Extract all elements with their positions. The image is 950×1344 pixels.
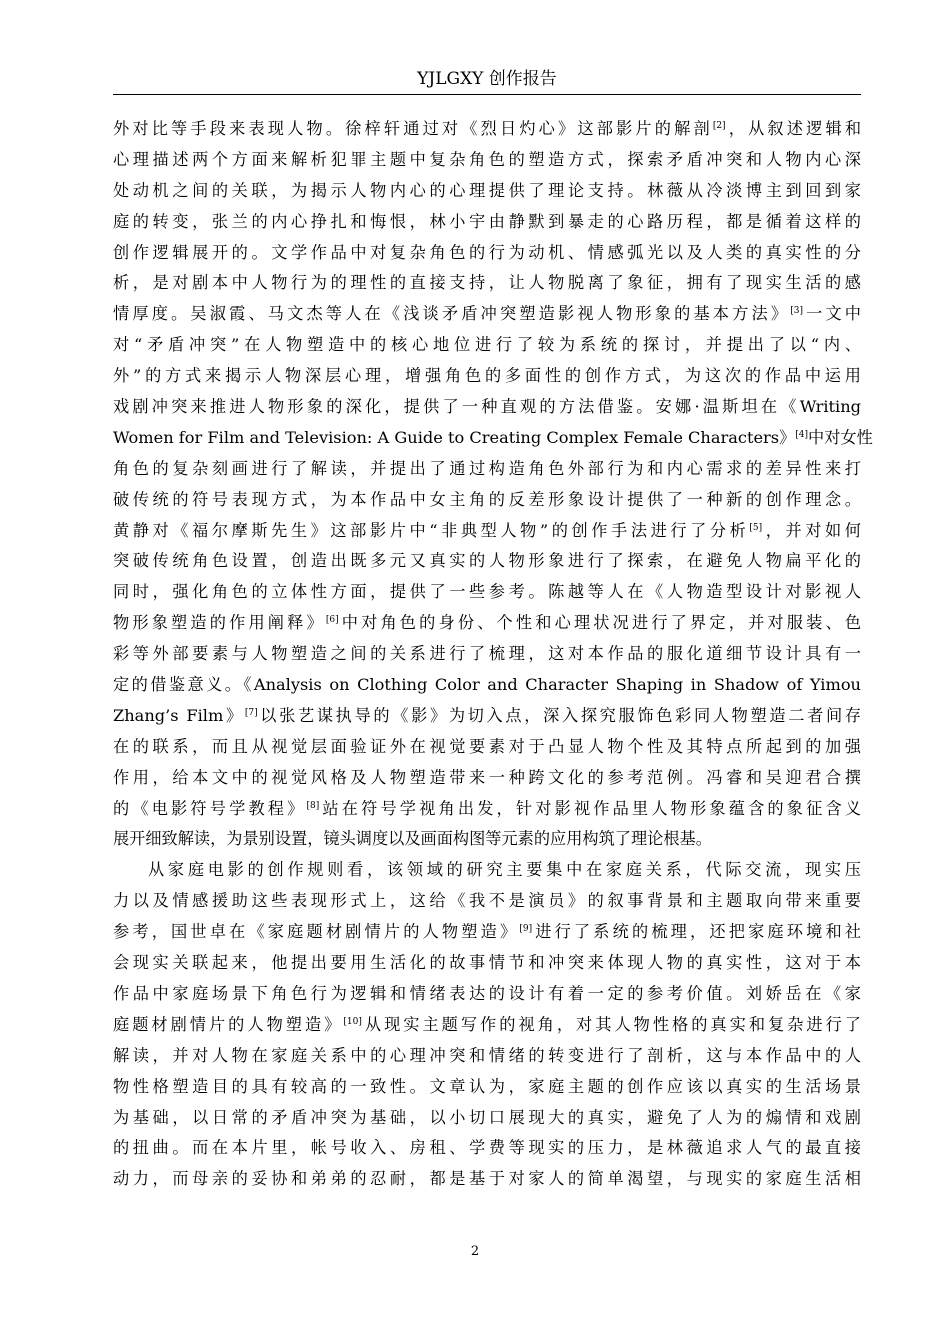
text-line [113,1010,861,1041]
text-segment: ，并对如何 [762,520,861,540]
text-line [113,1041,861,1072]
text-line [113,577,861,608]
text-line [113,732,861,763]
text-line [113,1133,861,1164]
citation-marker: [10] [343,1016,362,1027]
text-line [113,485,861,516]
text-segment: 的《电影符号学教程》 [113,798,307,818]
text-line [113,207,861,238]
citation-marker: [7] [244,707,258,718]
text-line [113,917,861,948]
page-header-title: YJLGXY 创作报告 [417,69,557,89]
citation-marker: [2] [712,121,726,131]
text-segment: 处动机之间的关联，为揭示人物内心的心理提供了理论支持。林薇从冷淡博主到回到家 [113,180,861,200]
text-segment: Women for Film and Television: A Guide to Creating Complex Female Characters》 [113,427,796,447]
text-line [113,763,861,794]
text-segment: 心理描述两个方面来解析犯罪主题中复杂角色的塑造方式，探索矛盾冲突和人物内心深 [113,149,861,169]
text-segment: 物性格塑造目的具有较高的一致性。文章认为，家庭主题的创作应该以真实的生活场景 [113,1076,861,1096]
text-line [113,608,861,639]
text-line [113,392,861,423]
text-line [113,114,861,145]
text-segment: 进行了系统的梳理，还把家庭环境和社 [532,922,862,942]
citation-marker: [3] [790,306,803,317]
text-line [113,701,861,732]
text-segment: 物形象塑造的作用阐释》 [113,613,326,633]
text-segment: 庭题材剧情片的人物塑造》 [113,1014,344,1034]
text-segment: 同时，强化角色的立体性方面，提供了一些参考。陈越等人在《人物造型设计对影视人 [113,582,861,602]
text-segment: 情厚度。吴淑霞、马文杰等人在《浅谈矛盾冲突塑造影视人物形象的基本方法》 [113,304,791,324]
text-segment: 析，是对剧本中人物行为的理性的直接支持，让人物脱离了象征，拥有了现实生活的感 [113,273,861,293]
text-line [113,948,861,979]
text-segment: 在的联系，而且从视觉层面验证外在视觉要素对于凸显人物个性及其特点所起到的加强 [113,736,861,756]
text-line [113,361,861,392]
citation-marker: [4] [795,429,809,440]
citation-marker: [9] [519,924,533,935]
text-segment: 站在符号学视角出发，针对影视作品里人物形象蕴含的象征含义 [319,798,862,818]
text-line [113,546,861,577]
text-line [113,1072,861,1103]
citation-marker: [5] [749,522,763,533]
header-divider [113,94,861,95]
citation-marker: [8] [306,800,320,811]
text-line [113,855,861,886]
text-segment: 创作逻辑展开的。文学作品中对复杂角色的行为动机、情感弧光以及人类的真实性的分 [113,242,861,262]
text-line [113,299,861,330]
text-line [113,794,861,825]
text-line [113,670,861,701]
text-segment: 突破传统角色设置，创造出既多元又真实的人物形象进行了探索，在避免人物扁平化的 [113,551,861,571]
text-segment: 角色的复杂刻画进行了解读，并提出了通过构造角色外部行为和内心需求的差异性来打 [113,458,861,478]
text-line [113,639,861,670]
text-segment: 黄静对《福尔摩斯先生》这部影片中“非典型人物”的创作手法进行了分析 [113,520,750,540]
text-line [113,824,861,855]
text-segment: 从家庭电影的创作规则看，该领域的研究主要集中在家庭关系，代际交流，现实压 [148,860,861,880]
text-segment: ，从叙述逻辑和 [725,119,862,138]
text-line [113,886,861,917]
text-segment: 破传统的符号表现方式，为本作品中女主角的反差形象设计提供了一种新的创作理念。 [113,489,861,509]
text-line [113,423,873,454]
text-line [113,268,861,299]
text-segment: 作品中家庭场景下角色行为逻辑和情绪表达的设计有着一定的参考价值。刘娇岳在《家 [113,983,861,1003]
text-segment: 解读，并对人物在家庭关系中的心理冲突和情绪的转变进行了剖析，这与本作品中的人 [113,1045,861,1065]
text-line [113,979,861,1010]
text-segment: 参考，国世卓在《家庭题材剧情片的人物塑造》 [113,922,520,942]
text-segment: 会现实关联起来，他提出要用生活化的故事情节和冲突来体现人物的真实性，这对于本 [113,953,861,973]
text-segment: 动力，而母亲的妥协和弟弟的忍耐，都是基于对家人的简单渴望，与现实的家庭生活相 [113,1169,861,1189]
text-segment: 戏剧冲突来推进人物形象的深化，提供了一种直观的方法借鉴。安娜·温斯坦在《Writing [113,397,861,417]
text-segment: 作用，给本文中的视觉风格及人物塑造带来一种跨文化的参考范例。冯睿和吴迎君合撰 [113,767,861,787]
text-segment: 以张艺谋执导的《影》为切入点，深入探究服饰色彩同人物塑造二者间存 [257,705,861,725]
text-segment: 彩等外部要素与人物塑造之间的关系进行了梳理，这对本作品的服化道细节设计具有一 [113,644,861,664]
text-segment: 定的借鉴意义。《Analysis on Clothing Color and Character Shaping in Shadow of Yimou [113,675,861,695]
text-line [113,145,861,176]
text-segment: 外”的方式来揭示人物深层心理，增强角色的多面性的创作方式，为这次的作品中运用 [113,366,861,386]
text-line [113,516,861,547]
text-segment: 庭的转变，张兰的内心挣扎和悔恨，林小宇由静默到暴走的心路历程，都是循着这样的 [113,211,861,231]
text-line [113,330,861,361]
text-line [113,1164,861,1195]
text-segment: 的扭曲。而在本片里，帐号收入、房租、学费等现实的压力，是林薇追求人气的最直接 [113,1138,861,1158]
text-segment: 中对女性 [808,427,873,447]
text-segment: 力以及情感援助这些表现形式上，这给《我不是演员》的叙事背景和主题取向带来重要 [113,891,861,911]
text-segment: 从现实主题写作的视角，对其人物性格的真实和复杂进行了 [361,1014,861,1034]
text-line [113,1103,861,1134]
text-segment: 外对比等手段来表现人物。徐梓轩通过对《烈日灼心》这部影片的解剖 [113,119,713,138]
text-line [113,454,861,485]
text-segment: 为基础，以日常的矛盾冲突为基础，以小切口展现大的真实，避免了人为的煽情和戏剧 [113,1107,861,1127]
text-line [113,238,861,269]
text-segment: Zhang’s Film》 [113,705,245,725]
text-line [113,176,861,207]
page-number: 2 [470,1244,480,1259]
text-segment: 中对角色的身份、个性和心理状况进行了界定，并对服装、色 [338,613,862,633]
citation-marker: [6] [325,615,339,626]
text-segment: 对“矛盾冲突”在人物塑造中的核心地位进行了较为系统的探讨，并提出了以“内、 [113,335,861,355]
report-body [113,114,873,1195]
text-segment: 一文中 [802,304,861,324]
text-segment: 展开细致解读，为景别设置，镜头调度以及画面构图等元素的应用构筑了理论根基。 [113,829,712,849]
